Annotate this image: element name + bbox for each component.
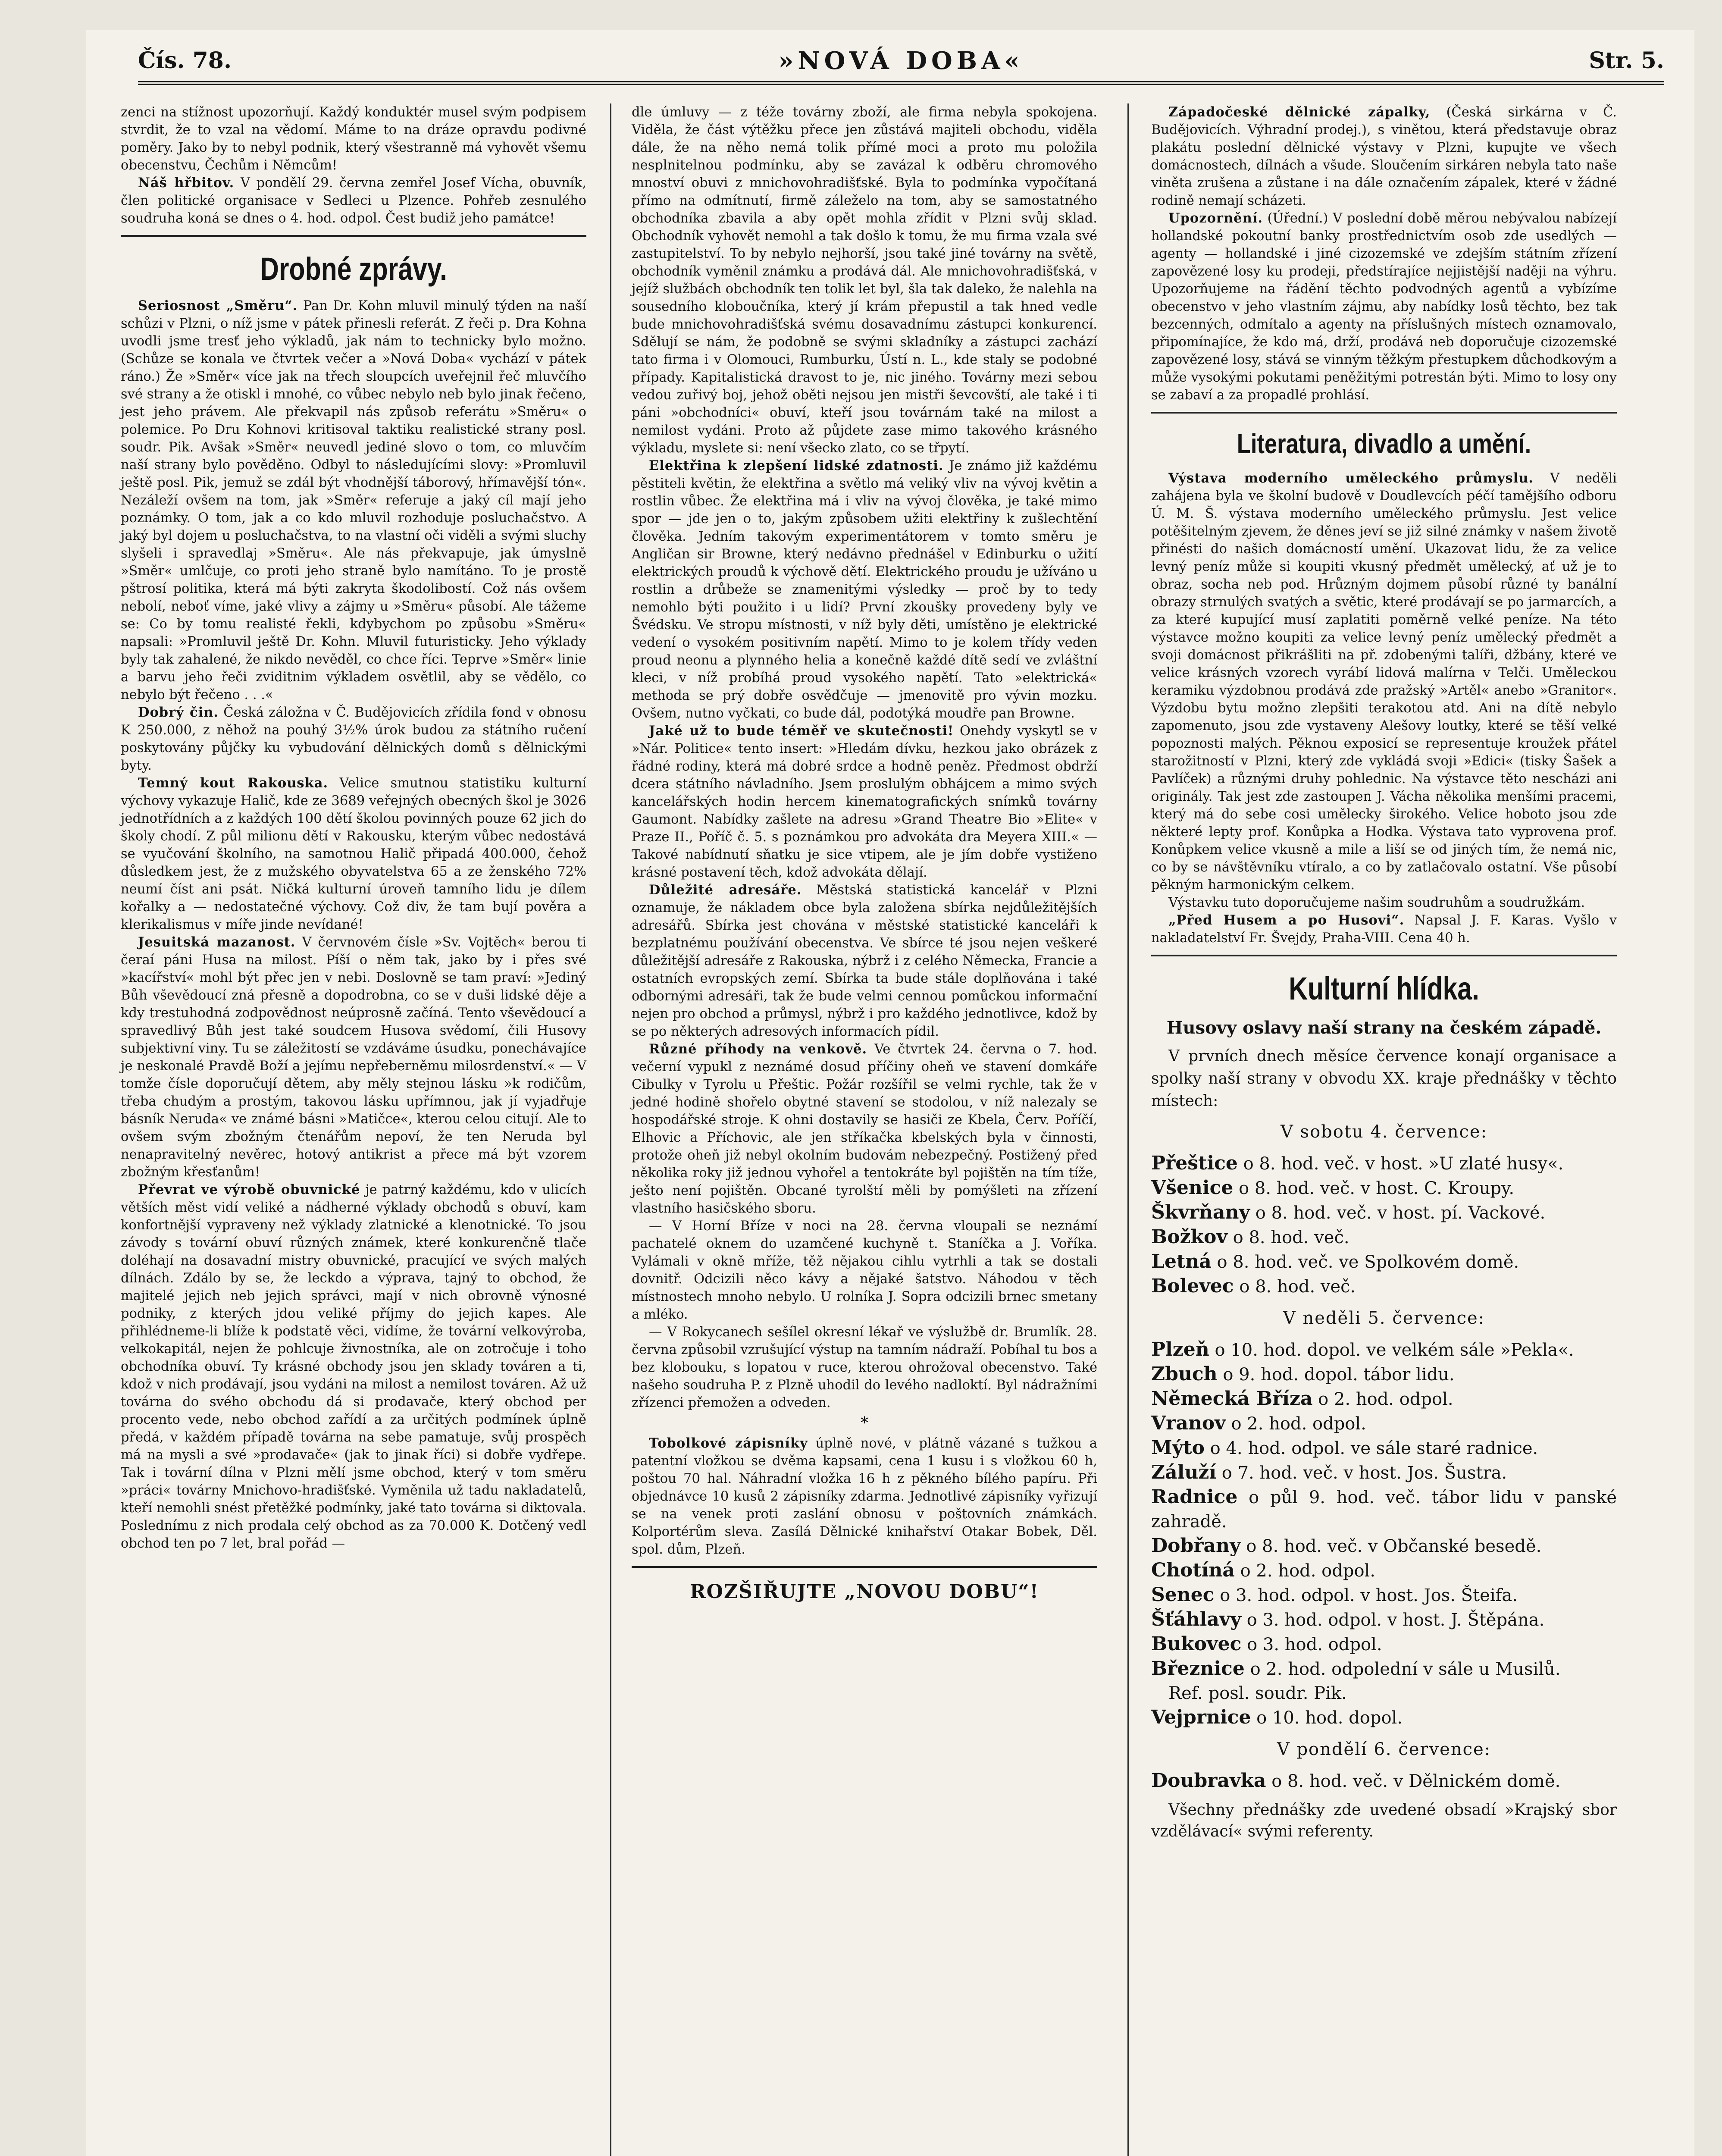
schedule-detail: o 8. hod. več. <box>1233 1228 1349 1247</box>
place-name: Doubravka <box>1151 1770 1266 1792</box>
place-name: Bukovec <box>1151 1633 1242 1655</box>
advert-zapisniky <box>632 1435 1097 1558</box>
schedule-detail: o půl 9. hod. več. tábor lidu v panské zahradě. <box>1151 1488 1617 1532</box>
place-name: Přeštice <box>1151 1152 1238 1174</box>
article-heading: Výstava moderního uměleckého průmyslu. <box>1168 470 1534 486</box>
schedule-detail: o 2. hod. odpol. <box>1240 1561 1376 1581</box>
day-heading-saturday: V sobotu 4. července: <box>1280 1122 1488 1142</box>
schedule-item <box>1151 1151 1617 1176</box>
schedule-item <box>1151 1436 1617 1460</box>
schedule-item <box>1151 1411 1617 1436</box>
referent-note: Ref. posl. soudr. Pik. <box>1168 1683 1347 1703</box>
separator-asterisk: * <box>861 1414 868 1432</box>
schedule-item <box>1151 1657 1617 1681</box>
schedule-item <box>1151 1460 1617 1485</box>
place-name: Božkov <box>1151 1226 1227 1248</box>
column-rule-2 <box>1127 103 1129 2156</box>
article-heading: Jaké už to bude téměř ve skutečnosti! <box>649 723 954 739</box>
column-2 <box>632 103 1097 1605</box>
article-jesuitska <box>121 934 586 1181</box>
article-husem <box>1151 912 1617 947</box>
page-number: Str. 5. <box>1589 47 1664 74</box>
place-name: Mýto <box>1151 1437 1205 1459</box>
schedule-monday <box>1151 1769 1617 1793</box>
section-rule <box>121 235 586 237</box>
schedule-detail: o 3. hod. odpol. v host. Jos. Šteifa. <box>1220 1586 1518 1605</box>
schedule-detail: o 10. hod. dopol. ve velkém sále »Pekla«. <box>1215 1340 1574 1360</box>
place-name: Vejprnice <box>1151 1706 1251 1728</box>
section-title-kulturni: Kulturní hlídka. <box>1289 971 1479 1006</box>
article-seriosnost <box>121 297 586 704</box>
issue-number: Čís. 78. <box>138 47 232 74</box>
schedule-item <box>1151 1200 1617 1225</box>
article-text: Městská statistická kancelář v Plzni oznamuje, že nákladem obce byla založena sbírka nejdůležitějších adresářů. Sbírka jest chována v městské statistické kanceláři k bezplatnému používání obecenstva. Ve sbírce té jsou nejen veškeré důležitější adresáře z Rakouska, nýbrž i z celého Německa, Francie a ostatních evropských zemí. Sbírka ta bude stále doplňována i také odbornými adresáři, tak že bude velmi cennou pomůckou informační nejen pro obchod a průmysl, nýbrž i pro každého jednotlivce, kdož by se po některých adresových informacích pídil. <box>632 883 1097 1039</box>
place-name: Dobřany <box>1151 1535 1241 1557</box>
article-upozorneni <box>1151 210 1617 404</box>
article-ruzne-2: — V Horní Bříze v noci na 28. června vloupali se neznámí pachatelé oknem do uzamčené kuchyně t. Staníčka a J. Voříka. Vylámali v okně mříže, těž nějakou cihlu vytrhli a tak se dostali dovnitř. Odcizili něco kávy a nějaké šatstvo. Náhodou v těch místnostech mnoho nebylo. U rolníka J. Sopra odcizili brnec smetany a mléko. <box>632 1219 1097 1322</box>
schedule-item <box>1151 1250 1617 1274</box>
place-name: Senec <box>1151 1584 1215 1606</box>
closing-note: Všechny přednášky zde uvedené obsadí »Krajský sbor vzdělávací« svými referenty. <box>1151 1801 1617 1840</box>
schedule-item <box>1151 1558 1617 1583</box>
schedule-item <box>1151 1362 1617 1387</box>
place-name: Letná <box>1151 1250 1212 1272</box>
place-name: Plzeň <box>1151 1338 1209 1360</box>
place-name: Chotíná <box>1151 1559 1235 1581</box>
article-heading: Západočeské dělnické zápalky, <box>1168 104 1431 120</box>
schedule-sunday <box>1151 1338 1617 1730</box>
intro-paragraph: zenci na stížnost upozorňují. Každý konduktér musel svým podpisem stvrdit, že to vzal na vědomí. Máme to na dráze opravdu podivné poměry. Jako by to nebyl podnik, který všestranně má vyhovět všemu obecenstvu, Čechům i Němcům! <box>121 105 586 173</box>
schedule-item <box>1151 1534 1617 1558</box>
masthead: »NOVÁ DOBA« <box>778 47 1024 75</box>
place-name: Vranov <box>1151 1412 1226 1434</box>
section-rule <box>1151 412 1617 414</box>
section-rule <box>1151 955 1617 956</box>
article-text: (Úřední.) V poslední době měrou nebývalou nabízejí hollandské pokoutní banky prostřednictvím osob zde usedlých — agenty — hollandské i jiné cizozemské ve zdejším státním zřízení zapovězené losy ku prodeji, předstírajíce nejjistější naději na výhru. Upozorňujeme na řádění těchto podvodných agentů a vybízíme obecenstvo v jeho vlastním zájmu, aby nabídky losů těchto, bez tak bezcenných, odmítalo a agenty na příslušných místech oznamovalo, připomínajíce, že kdo má, drží, prodává neb doporučuje cizozemské zapovězené losy, stává se vinným těžkým přestupkem důchodkovým a může vysokými pokutami peněžitými potrestán býti. Mimo to losy ony se zabaví a za propadlé prohlásí. <box>1151 211 1617 403</box>
page-header <box>138 43 1664 82</box>
schedule-detail: o 9. hod. dopol. tábor lidu. <box>1223 1365 1455 1385</box>
footer-rule <box>632 1566 1097 1568</box>
article-vystava-2: Výstavku tuto doporučujeme našim soudruhům a soudružkám. <box>1168 895 1585 910</box>
schedule-item <box>1151 1632 1617 1657</box>
schedule-item <box>1151 1225 1617 1250</box>
section-title-literatura: Literatura, divadlo a umění. <box>1237 428 1531 459</box>
article-adresare <box>632 881 1097 1040</box>
article-vystava <box>1151 470 1617 894</box>
article-heading: Upozornění. <box>1168 210 1263 226</box>
day-heading-monday: V pondělí 6. července: <box>1277 1739 1491 1759</box>
schedule-detail: o 3. hod. odpol. v host. J. Štěpána. <box>1246 1610 1545 1630</box>
place-name: Zbuch <box>1151 1363 1218 1385</box>
article-cemetery <box>121 174 586 227</box>
place-name: Březnice <box>1151 1658 1245 1680</box>
article-prevrat <box>121 1181 586 1552</box>
article-heading: Temný kout Rakouska. <box>138 775 329 791</box>
article-heading: Elektřina k zlepšení lidské zdatnosti. <box>649 458 944 473</box>
schedule-detail: o 8. hod. več. v host. C. Kroupy. <box>1239 1178 1515 1198</box>
place-name: Německá Bříza <box>1151 1388 1313 1410</box>
kulturni-intro: V prvních dnech měsíce července konají organisace a spolky naší strany v obvodu XX. kraje přednášky v těchto místech: <box>1151 1047 1617 1110</box>
place-name: Radnice <box>1151 1486 1238 1508</box>
article-heading: Důležité adresáře. <box>649 882 802 898</box>
article-heading: Náš hřbitov. <box>138 175 235 191</box>
article-text: Je známo již každému pěstiteli květin, že elektřina a světlo má veliký vliv na vývoj květin a rostlin vůbec. Že elektřina má i vliv na vývoj člověka, je také mimo spor — jde jen o to, jakým způsobem užiti elektřiny k zušlechtění člověka. Jedním takovým experimentátorem v tomto směru je Angličan sir Browne, který nedávno přednášel v Edinburku o užití elektrických proudů k výchově dětí. Elektrického proudu je užíváno u rostlin a drůbeže se znamenitými výsledky — proč by to tedy nemohlo býti použito i u lidí? První zkoušky provedeny byly ve Švédsku. Ve stropu místnosti, v níž byly děti, umístěno je elektrické vedení o vysokém positivním napětí. Mimo to je kolem třídy veden proud neonu a plynného helia a konečně každé dítě sedí ve zvláštní kleci, v níž probíhá proud vysokého napětí. Tato »elektrická« methoda se prý dobře osvědčuje — jmenovitě pro vývin mozku. Ovšem, nutno vyčkati, co bude dál, podotýká moudře pan Browne. <box>632 458 1097 721</box>
place-name: Bolevec <box>1151 1275 1234 1297</box>
schedule-detail: o 2. hod. odpolední v sále u Musilů. <box>1250 1659 1561 1679</box>
schedule-detail: o 2. hod. odpol. <box>1231 1414 1366 1434</box>
article-heading: Tobolkové zápisníky <box>649 1435 808 1451</box>
article-ruzne <box>632 1040 1097 1217</box>
schedule-item <box>1151 1583 1617 1608</box>
place-name: Záluží <box>1151 1461 1217 1483</box>
article-heading: Různé příhody na venkově. <box>649 1041 867 1057</box>
footer-slogan: ROZŠIŘUJTE „NOVOU DOBU“! <box>690 1581 1039 1603</box>
place-name: Škvrňany <box>1151 1201 1250 1223</box>
schedule-item <box>1151 1338 1617 1362</box>
column-rule-1 <box>610 103 611 2156</box>
column-3 <box>1151 103 1617 1843</box>
schedule-detail: o 7. hod. več. v host. Jos. Šustra. <box>1221 1463 1507 1483</box>
schedule-item <box>1151 1274 1617 1299</box>
article-elektrina <box>632 457 1097 722</box>
place-name: Všenice <box>1151 1177 1234 1199</box>
schedule-detail: o 8. hod. več. v Občanské besedě. <box>1246 1536 1542 1556</box>
article-temny-kout <box>121 774 586 934</box>
header-rule <box>138 81 1664 85</box>
schedule-item <box>1151 1608 1617 1632</box>
article-continuation: dle úmluvy — z téže továrny zboží, ale firma nebyla spokojena. Viděla, že část výtěžku přece jen zůstává majiteli obchodu, viděla dále, že na něho nemá tolik přímé moci a proto mu položila nesplnitelnou podmínku, aby se zavázal k odběru chromového mnoství obuvi z mnichovohradišťské. Byla to podmínka vypočítaná přímo na odmítnutí, firmě záleželo na tom, aby se samostatného obchodníka zbavila a aby opět mohla zřídit v Plzni svůj sklad. Obchodník vyhovět nemohl a tak došlo k tomu, že mu firma vzala své zastupitelství. To by nebylo nejhorší, jsou také jiné továrny na světě, obchodník vyměnil známku a prodává dál. Ale mnichovohradišťská, v jejíž službách obchodník ten tolik let byl, šla tak daleko, že nalehla na sousedního kloboučníka, který jí krám přepustil a tak hned vedle bude mnichovohradišťská svému dosavadnímu zástupci konkurencí. Sdělují se nám, že podobně se svými skladníky a zástupci zachází tato firma i v Olomouci, Rumburku, Ústí n. L., kde staly se podobné případy. Kapitalistická dravost to je, nic jiného. Továrny mezi sebou vedou zuřivý boj, jehož oběti nejsou jen mistři ševcovští, ale také i ti páni »obchodníci« obuví, kteří jsou továrnám také na milost a nemilost vydáni. Proto až půjdete zase mimo takového krásného výkladu, myslete si: není všecko zlato, co se třpytí. <box>632 105 1097 456</box>
article-text: V neděli zahájena byla ve školní budově v Doudlevcích péčí tamějšího odboru Ú. M. Š. výstava moderního uměleckého průmyslu. Jest velice potěšitelným zjevem, že děnes jeví se již silné známky v našem životě přinésti do našich domácností umění. Ukazovat lidu, že za velice levný peníz může si koupiti vkusný předmět umělecký, ať už je to obraz, socha neb pod. Hrůzným dojmem působí různé ty banální obrazy strnulých svatých a světic, které prodávají se po jarmarcích, a za které kupující musí zaplatiti poměrně velké peníze. Na této výstavce možno koupiti za velice levný peníz umělecký předmět a svoji domácnost přikrášliti na př. zdobenými talíři, džbány, které ve velice krásných vzorech vyrábí lidová malírna v Telči. Uměleckou keramiku výzdobnou prodává zde pražský »Artěl« anebo »Granitor«. Výzdobu bytu možno zlepšiti terakotou atd. Ani na dítě nebylo zapomenuto, jsou zde vystaveny Alešovy loutky, které se těší velké popoznosti malých. Pěknou exposicí se representuje kroužek přátel starožitností v Plzni, který zde vykládá svoji »Edici« (tisky Šašek a Pavlíček) a různými druhy pohlednic. Na výstavce těto nescházi ani originály. Tak jest zde zastoupen J. Vácha několika menšími pracemi, který má do sebe cosi umělecky širokého. Velice hoboto jsou zde některé lepty prof. Konůpka a Hodka. Výstava tato vyprovena prof. Konůpkem velice vkusně a mile a liší se od jiných tím, že nemá nic, co by se návštěvníku vtíralo, a co by zatlačovalo ostatní. Vše působí pěkným harmonickým celkem. <box>1151 471 1617 893</box>
schedule-detail: o 10. hod. dopol. <box>1256 1708 1403 1728</box>
article-text: Napsal J. F. Karas. Vyšlo v nakladatelství Fr. Švejdy, Praha-VIII. Cena 40 h. <box>1151 913 1617 946</box>
schedule-detail: o 8. hod. več. ve Spolkovém domě. <box>1217 1252 1519 1272</box>
article-text: V pondělí 29. června zemřel Josef Vícha, obuvník, člen politické organisace v Sedleci u Plzence. Pohřeb zesnulého soudruha koná se dnes o 4. hod. odpol. Čest budiž jeho památce! <box>121 175 586 226</box>
article-zapalky <box>1151 103 1617 210</box>
schedule-item <box>1151 1485 1617 1534</box>
column-1 <box>121 103 586 1552</box>
schedule-item <box>1151 1176 1617 1200</box>
kulturni-subtitle: Husovy oslavy naší strany na českém západě. <box>1166 1018 1602 1038</box>
article-heading: Seriosnost „Směru“. <box>138 298 298 313</box>
schedule-detail: o 4. hod. odpol. ve sále staré radnice. <box>1210 1438 1538 1458</box>
schedule-detail: o 8. hod. več. v Dělnickém domě. <box>1271 1771 1561 1791</box>
article-text: Onehdy vyskytl se v »Nár. Politice« tento insert: »Hledám dívku, hezkou jako obrázek z řádné rodiny, která má dobré srdce a hodně peněz. Předmost obdrží dcera státního návladního. Jsem proslulým obhájcem a mimo svých kancelářských hodin hercem kinematografických snímků továrny Gaumont. Nabídky zašlete na adresu »Grand Theatre Bio »Elite« v Praze II., Poříč č. 5. s poznámkou pro advokáta dra Meyera XIII.« — Takové nabídnutí sňatku je sice vtipem, ale je jím dobře vystiženo krásné postavení těch, kdož advokáta dělají. <box>632 724 1097 880</box>
schedule-item <box>1151 1769 1617 1793</box>
schedule-saturday <box>1151 1151 1617 1299</box>
schedule-detail: o 8. hod. več. <box>1239 1277 1356 1297</box>
article-dobry-cin <box>121 704 586 774</box>
article-text: V červnovém čísle »Sv. Vojtěch« berou ti čeraí páni Husa na milost. Píší o něm tak, jako by i přes své »kacířství« mohl být přec jen v nebi. Doslovně se tam praví: »Jediný Bůh vševědoucí zná přesně a dopodrobna, co se v duši lidské děje a kdy trestuhodná zodpovědnost neúprosně začíná. Tento vševědoucí a spravedlivý Bůh jest také soudcem Husova svědomí, čili Husovy subjektivní viny. Tu se záležitostí se vzdáváme úsudku, ponechávajíce je neskonalé Pravdě Boží a jejímu nepřeberněmu milosrdenství.« — V tomže čísle doporučují dětem, aby měly stejnou lásku »k rodičům, třeba chudým a prostým, takovou lásku upřímnou, jak jí vyjadřuje básník Neruda« ve známé básni »Matičce«, kterou celou citují. Ale to ovšem svým zbožným čtenářům nepoví, že ten Neruda byl nenapravitelný nevěrec, hotový antikrist a přece má být vzorem zbožným křesťanům! <box>121 935 586 1180</box>
place-name: Šťáhlavy <box>1151 1608 1241 1630</box>
schedule-detail: o 8. hod. več. v host. »U zlaté husy«. <box>1243 1154 1564 1174</box>
article-heading: „Před Husem a po Husovi“. <box>1168 912 1405 928</box>
article-heading: Dobrý čin. <box>138 705 219 720</box>
article-heading: Jesuitská mazanost. <box>138 934 296 950</box>
schedule-detail: o 2. hod. odpol. <box>1318 1389 1453 1409</box>
schedule-detail: o 8. hod. več. v host. pí. Vackové. <box>1255 1203 1546 1223</box>
article-text: je patrný každému, kdo v ulicích větších měst vidí veliké a nádherné výklady obchodů s obuví, kam konfortnější vypraveny než výklady zlatnické a klenotnické. To jsou závody s tovární obuví různých známek, které konkurenčně tlače doléhají na dosavadní mistry obuvnické, pracující ve svých malých dílnách. Zdálo by se, že leckdo a výprava, tajný to obchod, že majitelé jejich neb jejich správci, mají v nich obrovně výnosné podniky, z kterých jdou veliké příjmy do jejich kapes. Ale přihlédneme-li blíže k podstatě věci, vidíme, že tovární velkovýroba, velkokapitál, nejen že pohlcuje živnostníka, ale on zotročuje i toho obchodníka obuví. Ty krásné obchody jsou jen sklady továren a ti, kdož v nich prodávají, jsou vydáni na milost a nemilost továren. Až už továrna do svého obchodu dá si prodavače, který obchod per procento vede, nebo obchod zařídí a za určitých podmínek úplně předá, v každém případě továrna na sebe pamatuje, svůj prospěch má na mysli a své »prodavače« (jak to jinak říci) si dobře vydřepe. Tak i tovární dílna v Plzni mělí jsme obchod, který v tom směru »práci« továrny Mnichovo-hradišťské. Vyměnila už tadu nakladatelů, kteří nemohli snést přetěžké podmínky, jaké tato továrna si diktovala. Poslednímu z nich prodala celý obchod as za 70.000 K. Dotčený vedl obchod ten po 7 let, bral pořád — <box>121 1182 586 1551</box>
article-ruzne-3: — V Rokycanech sešílel okresní lékař ve výslužbě dr. Brumlík. 28. června způsobil vzrušující výstup na tamním nádraží. Pobíhal tu bos a bez klobouku, s lopatou v ruce, kterou ohrožoval obecenstvo. Také našeho soudruha P. z Plzně uhodil do levého nadloktí. Byl nádražními zřízenci přemožen a odveden. <box>632 1325 1097 1410</box>
article-heading: Převrat ve výrobě obuvnické <box>138 1182 360 1197</box>
article-text: úplně nové, v plátně vázané s tužkou a patentní vložkou se dvěma kapsami, cena 1 kusu i s vložkou 60 h, poštou 70 hal. Náhradní vložka 16 h z pěkného bílého papíru. Při objednávce 10 kusů 2 zápisníky zdarma. Jednotlivé zápisníky vyřizují se na venek proti zaslání obnosu v poštovních známkách. Kolportérům sleva. Zasílá Dělnické knihařství Otakar Bobek, Děl. spol. dům, Plzeň. <box>632 1436 1097 1557</box>
schedule-item <box>1151 1705 1617 1730</box>
article-text: Ve čtvrtek 24. června o 7. hod. večerní vypukl z neznámé dosud příčiny oheň ve stavení domkáře Cibulky v Tyrolu u Přeštic. Požár rozšířil se velmi rychle, tak že v jedné hodině shořelo obytné stavení se stodolou, v níž nalezaly se hospodářské stroje. K ohni dostavily se hasiči ze Kbela, Červ. Poříčí, Elhovic a Příchovic, ale jen stříkačka kbelských byla v činnosti, protože oheň již nebyl okolním budovám nebezpečný. Postižený před několika roky již jednou vyhořel a tentokráte byl pojištěn na tím tíže, ješto není pojištěn. Obcané tyrolští měli by pomýšleti na zřízení vlastního hasičského sboru. <box>632 1042 1097 1216</box>
article-text: Pan Dr. Kohn mluvil minulý týden na naší schůzi v Plzni, o níž jsme v pátek přinesli referát. Z řeči p. Dra Kohna uvodli jsme tresť jeho výkladů, jak nám to technicky bylo možno. (Schůze se konala ve čtvrtek večer a »Nová Doba« vychází v pátek ráno.) Že »Směr« více jak na třech sloupcích uveřejnil řeč mluvčího své strany a že otiskl i mnohé, co vůbec nebylo neb bylo jinak řečeno, jest jeho právem. Ale překvapil nás způsob referátu »Směru« o polemice. Po Dru Kohnovi kritisoval taktiku realistické strany posl. soudr. Pik. Avšak »Směr« neuvedl jediné slovo o tom, co mluvčím naší strany bylo pověděno. Odbyl to následujícími slovy: »Promluvil ještě posl. Pik, jemuž se zdál být vhodnější táborový, hřímavější tón«. Nezáleží ovšem na tom, jak »Směr« referuje a jaký cíl mají jeho poznámky. O tom, jak a co kdo mluvil rozhoduje posluchačstvo. A jaký byl dojem u posluchačstva, to na vlastní oči viděli a svými sluchy slyšeli i spravedlaj »Směru«. Ale nás překvapuje, jak úmyslně »Směr« umlčuje, co proti jeho straně bylo namítáno. To je prostě pštrosí politika, která má býti zakryta škodolibostí. Což nás ovšem nebolí, neboť víme, jaké vlivy a zájmy u »Směru« působí. Ale tážeme se: Co by tomu realisté řekli, kdybychom po způsobu »Směru« napsali: »Promluvil ještě Dr. Kohn. Mluvil futuristicky. Jeho výklady byly tak zahalené, že nikdo nevěděl, co chce říci. Teprve »Směr« linie a barvu jeho řeči zviditnim výkladem osvětlil, aby se vědělo, co nebylo být řečeno . . .« <box>121 298 586 702</box>
day-heading-sunday: V neděli 5. července: <box>1283 1308 1485 1328</box>
article-jake-uz <box>632 722 1097 881</box>
article-text: Česká záložna v Č. Budějovicích zřídila fond v obnosu K 250.000, z něhož na pouhý 3½% úrok budou za státního ručení poskytovány půjčky ku vybudování dělnických domů s dělnickými byty. <box>121 705 587 773</box>
schedule-detail: o 3. hod. odpol. <box>1247 1635 1382 1655</box>
schedule-item <box>1151 1387 1617 1411</box>
article-text: (Česká sirkárna v Č. Budějovicích. Výhradní prodej.), s vinětou, která představuje obraz plakátu poslední dělnické výstavy v Plzni, kupujte ve všech domácnostech, dílnách a všude. Sloučením sirkáren nebyla tato naše viněta zrušena a zůstane i na dále označením zápalek, které v žádné rodině nemají scházeti. <box>1151 105 1617 208</box>
newspaper-page <box>86 30 1694 2156</box>
section-title: Drobné zprávy. <box>260 251 447 287</box>
article-text: Velice smutnou statistiku kulturní výchovy vykazuje Halič, kde ze 3689 veřejných obecných škol je 3026 jednotřídních a z každých 100 dětí školou povinných pouze 62 jich do školy chodí. Z půl milionu dětí v Rakousku, kterým vůbec nedostává se vyučování školního, na samotnou Halič připadá 400.000, čehož důsledkem jest, že z mužského obyvatelstva 65 a ze ženského 72% neumí číst ani psát. Ničká kulturní úroveň tamního lidu je dílem kořalky a — nedostatečné výchovy. Což div, že tam bují pověra a klerikalismus v míře jinde nevídané! <box>121 776 586 932</box>
